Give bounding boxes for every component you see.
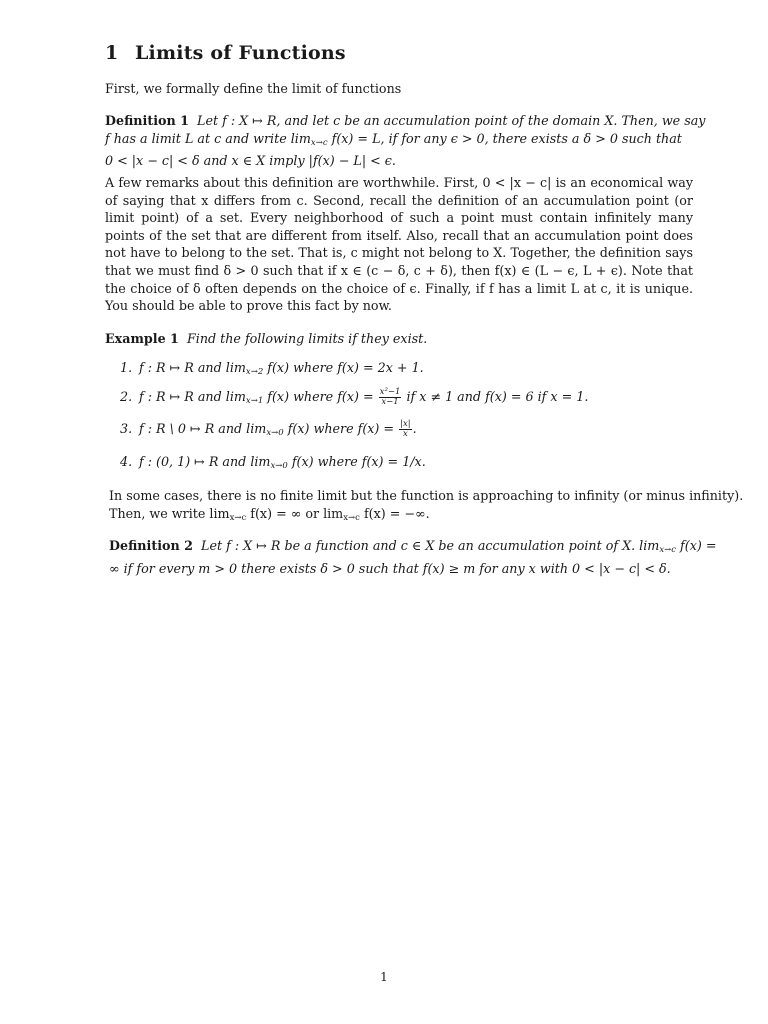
fraction-numerator: x²−1 <box>379 387 401 397</box>
list-item-subscript: x→0 <box>266 428 284 438</box>
definition-1-line2-rest: f(x) = L, if for any ϵ > 0, there exists a δ > 0 such that <box>327 130 682 146</box>
section-heading <box>105 42 346 64</box>
definition-1-line2: f has a limit L at c and write lim <box>105 130 311 146</box>
list-item <box>120 420 417 439</box>
infinite-limits-line2b: f(x) = ∞ or lim <box>246 505 344 521</box>
list-item-number: 3. <box>120 421 133 436</box>
definition-1-label: Definition 1 <box>105 113 189 128</box>
list-item <box>120 388 588 407</box>
list-item-text: f : R ↦ R and lim <box>139 360 246 375</box>
list-item-text: f : (0, 1) ↦ R and lim <box>139 454 271 469</box>
definition-1-line2-sub: x→c <box>310 137 328 148</box>
definition-1-line1: Let f : X ↦ R, and let c be an accumulation point of the domain X. Then, we say <box>197 113 706 128</box>
fraction <box>399 420 412 439</box>
fraction-numerator: |x| <box>400 419 411 429</box>
list-item <box>120 454 426 471</box>
intro-paragraph: First, we formally define the limit of functions <box>105 81 402 96</box>
infinite-limits-paragraph <box>109 487 744 527</box>
definition-2-line2: ∞ if for every m > 0 there exists δ > 0 such that f(x) ≥ m for any x with 0 < |x − c| < δ. <box>109 560 671 576</box>
list-item-text-mid: f(x) where f(x) = <box>283 421 399 436</box>
page-number: 1 <box>380 970 388 984</box>
definition-2-label: Definition 2 <box>109 538 193 553</box>
list-item <box>120 360 424 377</box>
definition-2-line1: Let f : X ↦ R be a function and c ∈ X be an accumulation point of X. lim <box>201 538 660 553</box>
list-item-subscript: x→2 <box>245 367 264 377</box>
list-item-text: f : R ↦ R and lim <box>139 389 246 404</box>
list-item-text-mid: f(x) where f(x) = <box>263 389 378 404</box>
infinite-limits-sub1: x→c <box>229 512 247 523</box>
list-item-text-end: if x ≠ 1 and f(x) = 6 if x = 1. <box>402 389 589 404</box>
list-item-subscript: x→0 <box>270 461 288 471</box>
definition-1 <box>105 112 706 170</box>
list-item-text-end: f(x) where f(x) = 1/x. <box>287 454 426 469</box>
list-item-text-end: . <box>412 421 417 436</box>
example-1-text: Find the following limits if they exist. <box>186 331 428 346</box>
definition-2-line1-sub: x→c <box>659 545 677 555</box>
section-title: Limits of Functions <box>135 42 346 64</box>
example-1-heading <box>105 330 693 348</box>
definition-1-line3: 0 < |x − c| < δ and x ∈ X imply |f(x) − L| < ϵ. <box>105 153 396 169</box>
definition-2-line1-rest: f(x) = <box>676 538 717 553</box>
list-item-subscript: x→1 <box>245 396 264 406</box>
fraction-denominator: x <box>402 429 408 439</box>
definition-2 <box>109 537 717 577</box>
example-1-label: Example 1 <box>105 331 179 346</box>
list-item-text-end: f(x) where f(x) = 2x + 1. <box>263 360 424 375</box>
list-item-text: f : R \ 0 ↦ R and lim <box>139 421 267 436</box>
infinite-limits-sub2: x→c <box>343 512 360 523</box>
section-number: 1 <box>105 42 119 64</box>
list-item-number: 1. <box>120 360 133 375</box>
remarks-paragraph: A few remarks about this definition are worthwhile. First, 0 < |x − c| is an economical way of saying that x differs from c. Second, recall the definition of an accumulation point (or limit point) of a set. Every neighborhood of such a point must contain infinitely many points of the set that are different from itself. Also, recall that an accumulation point does not have to belong to the set. That is, c might not belong to X. Together, the definition says that we must find δ > 0 such that if x ∈ (c − δ, c + δ), then f(x) ∈ (L − ϵ, L + ϵ). Note that the choice of δ often depends on the choice of ϵ. Finally, if f has a limit L at c, it is unique. You should be able to prove this fact by now. <box>105 175 693 314</box>
fraction-denominator: x−1 <box>381 397 399 407</box>
infinite-limits-line2a: Then, we write lim <box>109 505 230 521</box>
list-item-number: 4. <box>120 454 133 469</box>
fraction <box>379 388 402 407</box>
infinite-limits-line2c: f(x) = −∞. <box>359 505 430 521</box>
list-item-number: 2. <box>120 389 133 404</box>
infinite-limits-line1: In some cases, there is no finite limit but the function is approaching to infinity (or minus infinity). <box>109 488 744 503</box>
